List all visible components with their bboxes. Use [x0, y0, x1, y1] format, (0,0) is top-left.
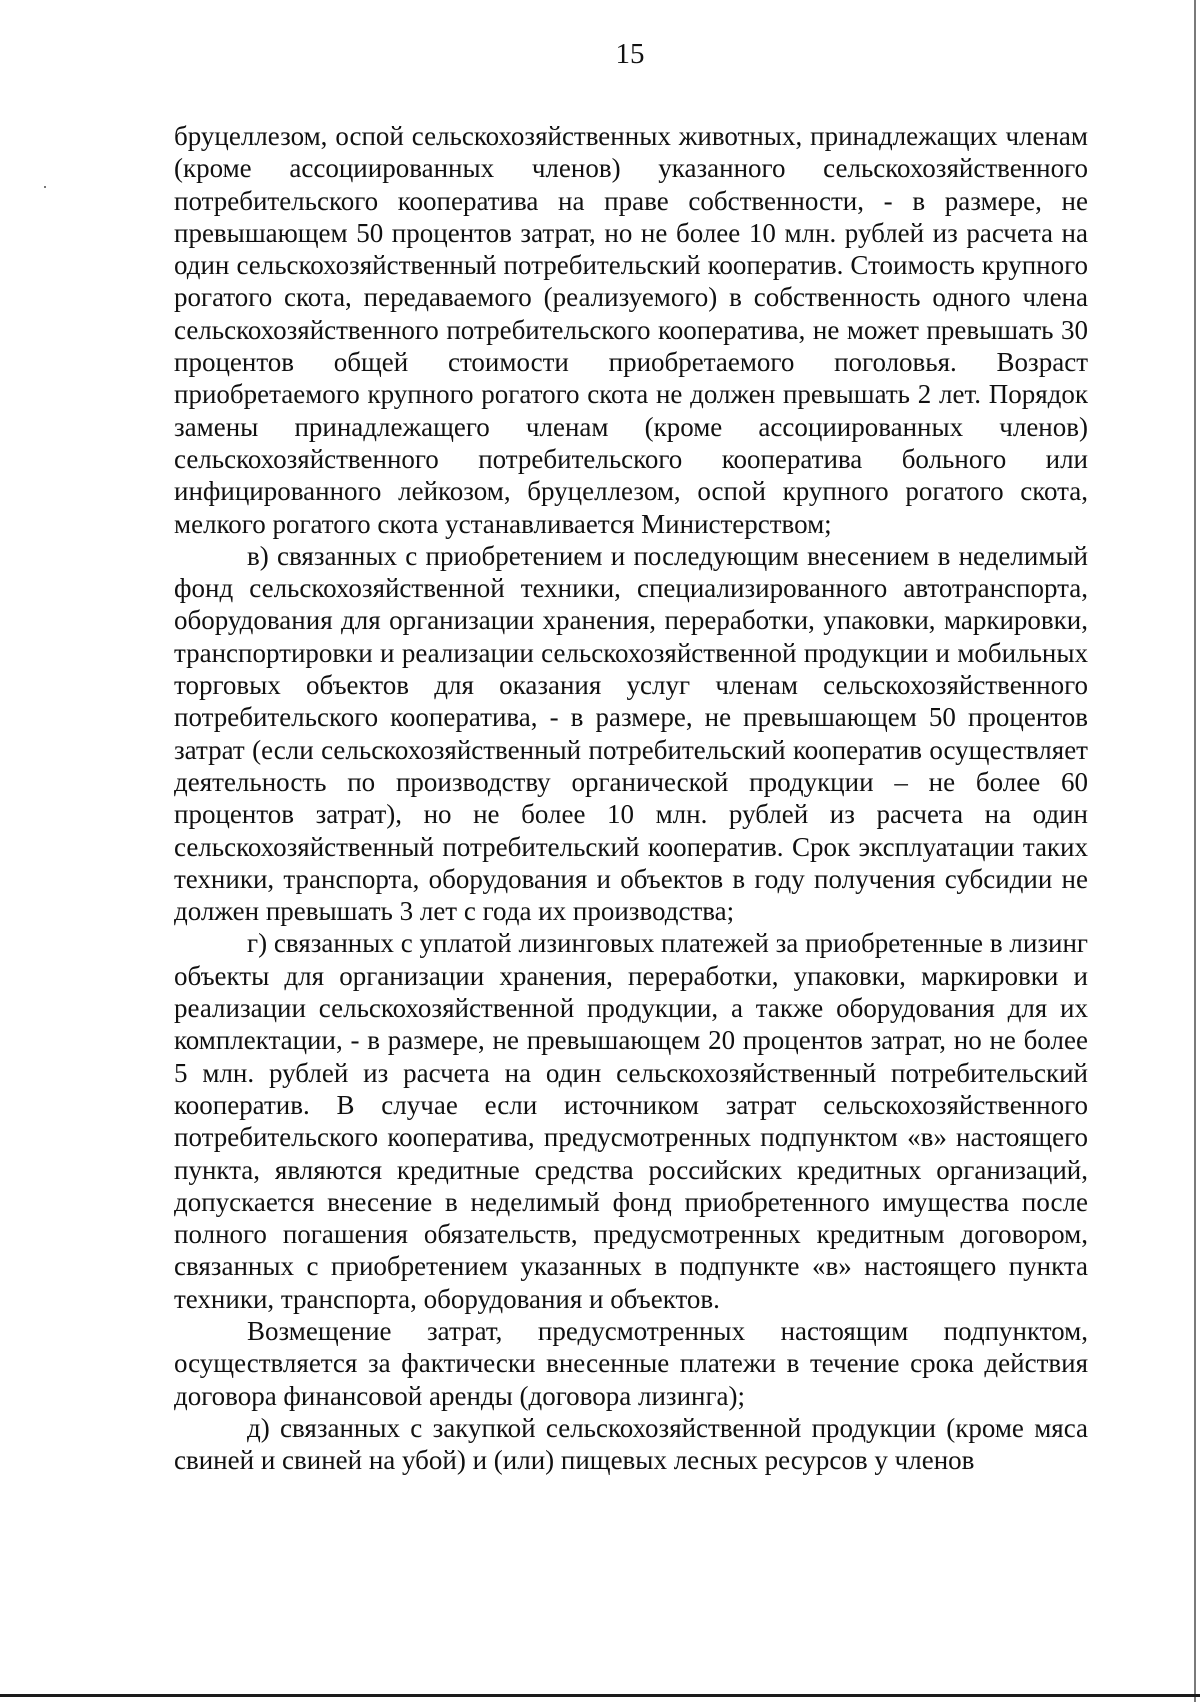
paragraph-reimbursement: Возмещение затрат, предусмотренных настоящим подпунктом, осуществляется за фактически внесенные платежи в течение срока действия договора финансовой аренды (договора лизинга);	[174, 1315, 1088, 1411]
page-number: 15	[615, 38, 645, 70]
document-body	[174, 120, 1088, 1476]
paragraph-item-d: д) связанных с закупкой сельскохозяйственной продукции (кроме мяса свиней и свиней на убой) и (или) пищевых лесных ресурсов у членов	[174, 1412, 1088, 1476]
scan-right-edge	[1194, 0, 1196, 1702]
paragraph-continuation: бруцеллезом, оспой сельскохозяйственных животных, принадлежащих членам (кроме ассоциированных членов) указанного сельскохозяйственного потребительского кооператива на праве собственности, - в размере, не превышающем 50 процентов затрат, но не более 10 млн. рублей из расчета на один сельскохозяйственный потребительский кооператив. Стоимость крупного рогатого скота, передаваемого (реализуемого) в собственность одного члена сельскохозяйственного потребительского кооператива, не может превышать 30 процентов общей стоимости приобретаемого поголовья. Возраст приобретаемого крупного рогатого скота не должен превышать 2 лет. Порядок замены принадлежащего членам (кроме ассоциированных членов) сельскохозяйственного потребительского кооператива больного или инфицированного лейкозом, бруцеллезом, оспой крупного рогатого скота, мелкого рогатого скота устанавливается Министерством;	[174, 121, 1088, 539]
scan-speck	[44, 186, 46, 188]
paragraph-item-g: г) связанных с уплатой лизинговых платежей за приобретенные в лизинг объекты для организации хранения, переработки, упаковки, маркировки и реализации сельскохозяйственной продукции, а также оборудования для их комплектации, - в размере, не превышающем 20 процентов затрат, но не более 5 млн. рублей из расчета на один сельскохозяйственный потребительский кооператив. В случае если источником затрат сельскохозяйственного потребительского кооператива, предусмотренных подпунктом «в» настоящего пункта, являются кредитные средства российских кредитных организаций, допускается внесение в неделимый фонд приобретенного имущества после полного погашения обязательств, предусмотренных кредитным договором, связанных с приобретением указанных в подпункте «в» настоящего пункта техники, транспорта, оборудования и объектов.	[174, 928, 1088, 1314]
scan-bottom-edge	[0, 1694, 1200, 1697]
paragraph-item-v: в) связанных с приобретением и последующим внесением в неделимый фонд сельскохозяйственной техники, специализированного автотранспорта, оборудования для организации хранения, переработки, упаковки, маркировки, транспортировки и реализации сельскохозяйственной продукции и мобильных торговых объектов для оказания услуг членам сельскохозяйственного потребительского кооператива, - в размере, не превышающем 50 процентов затрат (если сельскохозяйственный потребительский кооператив осуществляет деятельность по производству органической продукции – не более 60 процентов затрат), но не более 10 млн. рублей из расчета на один сельскохозяйственный потребительский кооператив. Срок эксплуатации таких техники, транспорта, оборудования и объектов в году получения субсидии не должен превышать 3 лет с года их производства;	[174, 540, 1088, 927]
